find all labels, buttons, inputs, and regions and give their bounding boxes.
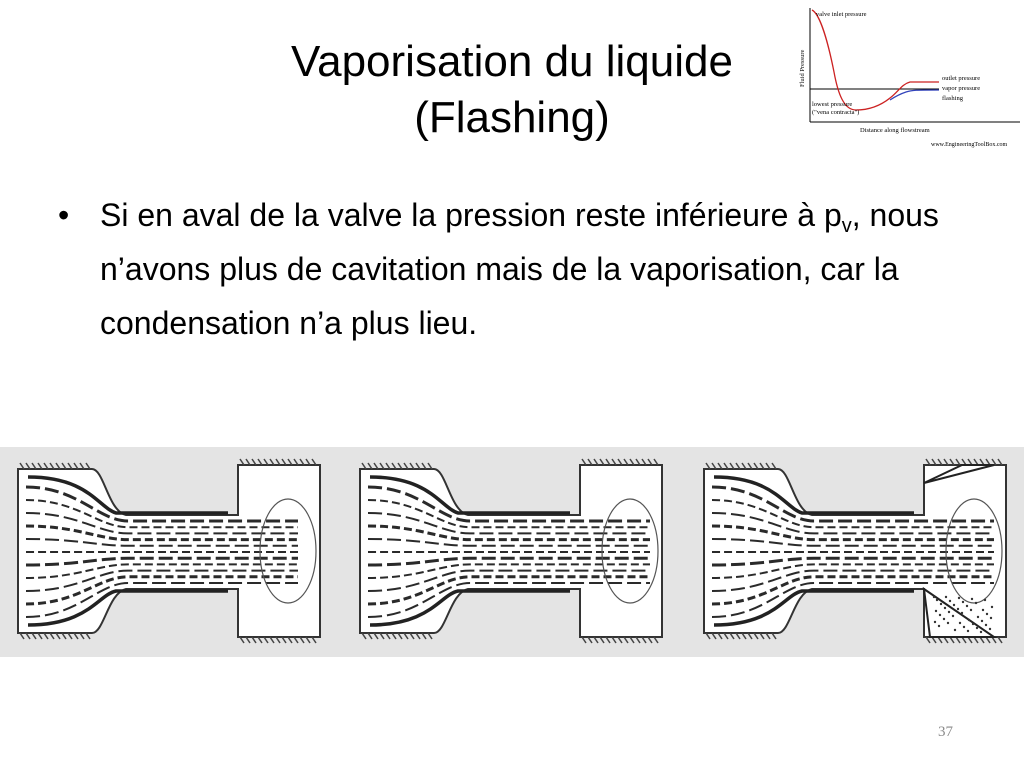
title-line-1: Vaporisation du liquide bbox=[291, 37, 733, 86]
vapor-bubble bbox=[980, 631, 982, 633]
label-vena-contracta: ("vena contracta") bbox=[812, 109, 860, 116]
vapor-bubble bbox=[948, 611, 950, 613]
vapor-bubble bbox=[971, 598, 973, 600]
vapor-bubble bbox=[945, 596, 947, 598]
vapor-bubble bbox=[943, 618, 945, 620]
vapor-bubble bbox=[961, 612, 963, 614]
vapor-bubble bbox=[990, 617, 992, 619]
vapor-bubble bbox=[986, 613, 988, 615]
vapor-bubble bbox=[984, 599, 986, 601]
vapor-bubble bbox=[957, 608, 959, 610]
vapor-bubble bbox=[934, 621, 936, 623]
pressure-profile-graph bbox=[794, 2, 1022, 150]
label-lowest-pressure: lowest pressure bbox=[812, 101, 853, 108]
label-outlet-pressure: outlet pressure bbox=[942, 75, 981, 82]
bullet-text-part-1: Si en aval de la valve la pression reste inférieure à p bbox=[100, 197, 842, 233]
vapor-bubble bbox=[944, 607, 946, 609]
vapor-bubble bbox=[985, 624, 987, 626]
vapor-bubble bbox=[981, 620, 983, 622]
vapor-bubble bbox=[933, 596, 935, 598]
vapor-bubble bbox=[976, 627, 978, 629]
label-valve-inlet: valve inlet pressure bbox=[816, 11, 867, 18]
graph-source: www.EngineeringToolBox.com bbox=[931, 142, 1008, 148]
slide-title bbox=[150, 34, 874, 146]
valve-flashing-illustration bbox=[0, 447, 1024, 657]
graph-y-label: Fluid Pressure bbox=[799, 49, 806, 87]
valve-illustration-svg bbox=[0, 447, 1024, 657]
bullet-text-part-2: , nous n’avons plus de cavitation mais de la vaporisation, car la condensation n’a plus lieu. bbox=[100, 197, 939, 341]
vapor-bubble bbox=[972, 623, 974, 625]
label-vapor-pressure: vapor pressure bbox=[942, 85, 981, 92]
vapor-bubble bbox=[989, 628, 991, 630]
vapor-bubble bbox=[947, 622, 949, 624]
label-flashing: flashing bbox=[942, 95, 963, 102]
page-number: 37 bbox=[938, 724, 953, 740]
pressure-graph-svg bbox=[794, 2, 1022, 150]
vapor-bubble bbox=[954, 629, 956, 631]
vapor-bubble bbox=[949, 600, 951, 602]
vapor-bubble bbox=[962, 601, 964, 603]
vapor-bubble bbox=[952, 615, 954, 617]
vapor-bubble bbox=[975, 602, 977, 604]
vapor-bubble bbox=[970, 609, 972, 611]
vapor-bubble bbox=[953, 604, 955, 606]
vapor-bubble bbox=[958, 597, 960, 599]
bullet-item bbox=[58, 188, 978, 350]
vapor-bubble bbox=[991, 606, 993, 608]
vapor-bubble bbox=[968, 619, 970, 621]
vapor-bubble bbox=[936, 599, 938, 601]
vapor-bubble bbox=[966, 605, 968, 607]
vapor-bubble bbox=[938, 625, 940, 627]
bullet-marker: • bbox=[58, 197, 70, 233]
bullet-list bbox=[58, 188, 978, 350]
vapor-bubble bbox=[940, 603, 942, 605]
title-line-2: (Flashing) bbox=[414, 93, 610, 142]
vapor-bubble bbox=[959, 622, 961, 624]
vapor-bubble bbox=[939, 614, 941, 616]
vapor-bubble bbox=[963, 626, 965, 628]
vapor-bubble bbox=[982, 609, 984, 611]
vapor-bubble bbox=[967, 630, 969, 632]
vapor-bubble bbox=[935, 610, 937, 612]
bullet-subscript: v bbox=[841, 215, 852, 237]
graph-x-label: Distance along flowstream bbox=[860, 127, 930, 134]
vapor-bubble bbox=[977, 616, 979, 618]
